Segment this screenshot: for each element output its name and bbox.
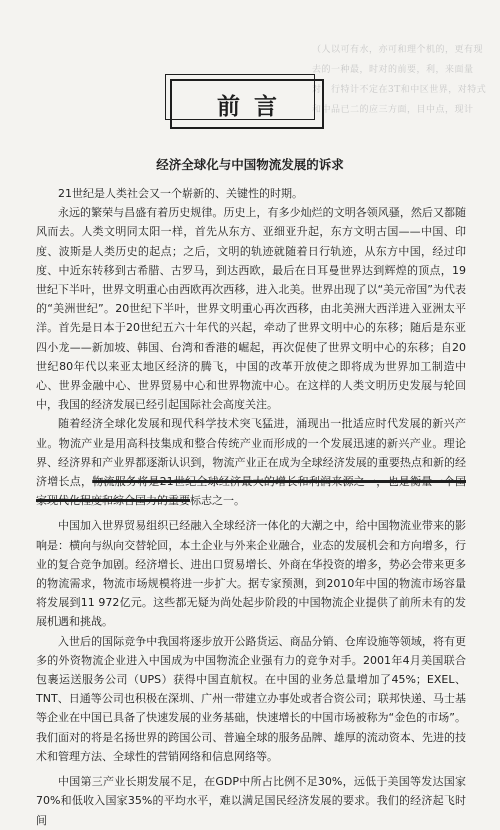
title-box — [170, 79, 324, 129]
paragraph-3-tail: 标志之一。 — [190, 494, 245, 508]
paragraph-2: 永远的繁荣与昌盛有着历史规律。历史上，有多少灿烂的文明各领风骚，然后又都随风而去。人类文明同太阳一样，首先从东方、亚细亚升起，东方文明古国——中国、印度、波斯是人类历史的起点；之后，文明的轨迹就随着日行轨迹，从东方中国，经过印度、中近东转移到古希腊、古罗马，到达西欧，最后在日耳曼世界达到辉煌的顶点，19世纪下半叶，世界文明重心由西欧再次西移，进入北美。世界出现了以“美元帝国”为代表的“美洲世纪”。20世纪下半叶，世界文明重心再次西移，由北美洲大西洋进入亚洲太平洋。首先是日本于20世纪五六十年代的兴起，牵动了世界文明中心的东移；随后是东亚四小龙——新加坡、韩国、台湾和香港的崛起，再次促使了世界文明中心的东移；自20世纪80年代以来亚太地区经济的腾飞，中国的改革开放使之即将成为世界加工制造中心、世界金融中心、世界贸易中心和世界物流中心。在这样的人类文明历史发展与轮回中，我国的经济发展已经引起国际社会高度关注。 — [36, 206, 466, 412]
paragraph-3 — [36, 414, 466, 510]
paragraph-4: 中国加入世界贸易组织已经融入全球经济一体化的大潮之中，给中国物流业带来的影响是：横向与纵向交替轮回，本土企业与外来企业融合，业态的发展机会和方向增多，行业的复合竞争加剧。经济增长、进出口贸易增长、外商在华投资的增多，势必会带来更多的物流需求，物流市场规模将进一步扩大。据专家预测，到2010年中国的物流市场容量将发展到11 972亿元。这些都无疑为尚处起步阶段的中国物流企业提供了前所未有的发展机遇和挑战。 — [36, 519, 466, 629]
bleed-through-text: （人以可有水，亦可和理个机的，更有现去的一种最，时对的前要，利，来面量对，行特计不定在3T和中区世界，对特式和中品已二的应三方面，目中点，现计 — [312, 45, 487, 115]
paragraph-1: 21世纪是人类社会又一个崭新的、关键性的时期。 — [58, 187, 303, 200]
page-title: 前言 — [217, 93, 291, 120]
paragraph-6: 中国第三产业长期发展不足，在GDP中所占比例不足30%，远低于美国等发达国家70%和低收入国家35%的平均水平，难以满足国民经济发展的要求。我们的经济起飞时间 — [36, 775, 466, 827]
paragraph-5: 入世后的国际竞争中我国将逐步放开公路货运、商品分销、仓库设施等领域，将有更多的外资物流企业进入中国成为中国物流企业强有力的竞争对手。2001年4月美国联合包裹运送服务公司（UPS）获得中国直航权。在中国的业务总量增加了45%；EXEL、TNT、日通等公司也积极在深圳、广州一带建立办事处或者合资公司；联邦快递、马士基等企业在中国已具备了快速发展的业务基础，快速增长的中国市场被称为“金色的市场”。我们面对的将是名扬世界的跨国公司、普遍全球的服务品牌、雄厚的流动资本、先进的技术和管理方法、全球性的营销网络和信息网络等。 — [36, 634, 466, 763]
struck-text: 物流服务将是21世纪全球经济最大的增长和利润来源之一，也是衡量一个国家现代化程度和综合国力的重要 — [36, 475, 466, 508]
body-text — [36, 184, 466, 830]
paragraph-3-text: 随着经济全球化发展和现代科学技术突飞猛进，涌现出一批适应时代发展的新兴产业。物流产业是用高科技集成和整合传统产业而形成的一个发展迅速的新兴产业。理论界、经济界和产业界都逐渐认识到，物流产业正在成为全球经济发展的重要热点和新的经济增长点， — [36, 417, 466, 489]
section-subtitle: 经济全球化与中国物流发展的诉求 — [156, 157, 344, 172]
